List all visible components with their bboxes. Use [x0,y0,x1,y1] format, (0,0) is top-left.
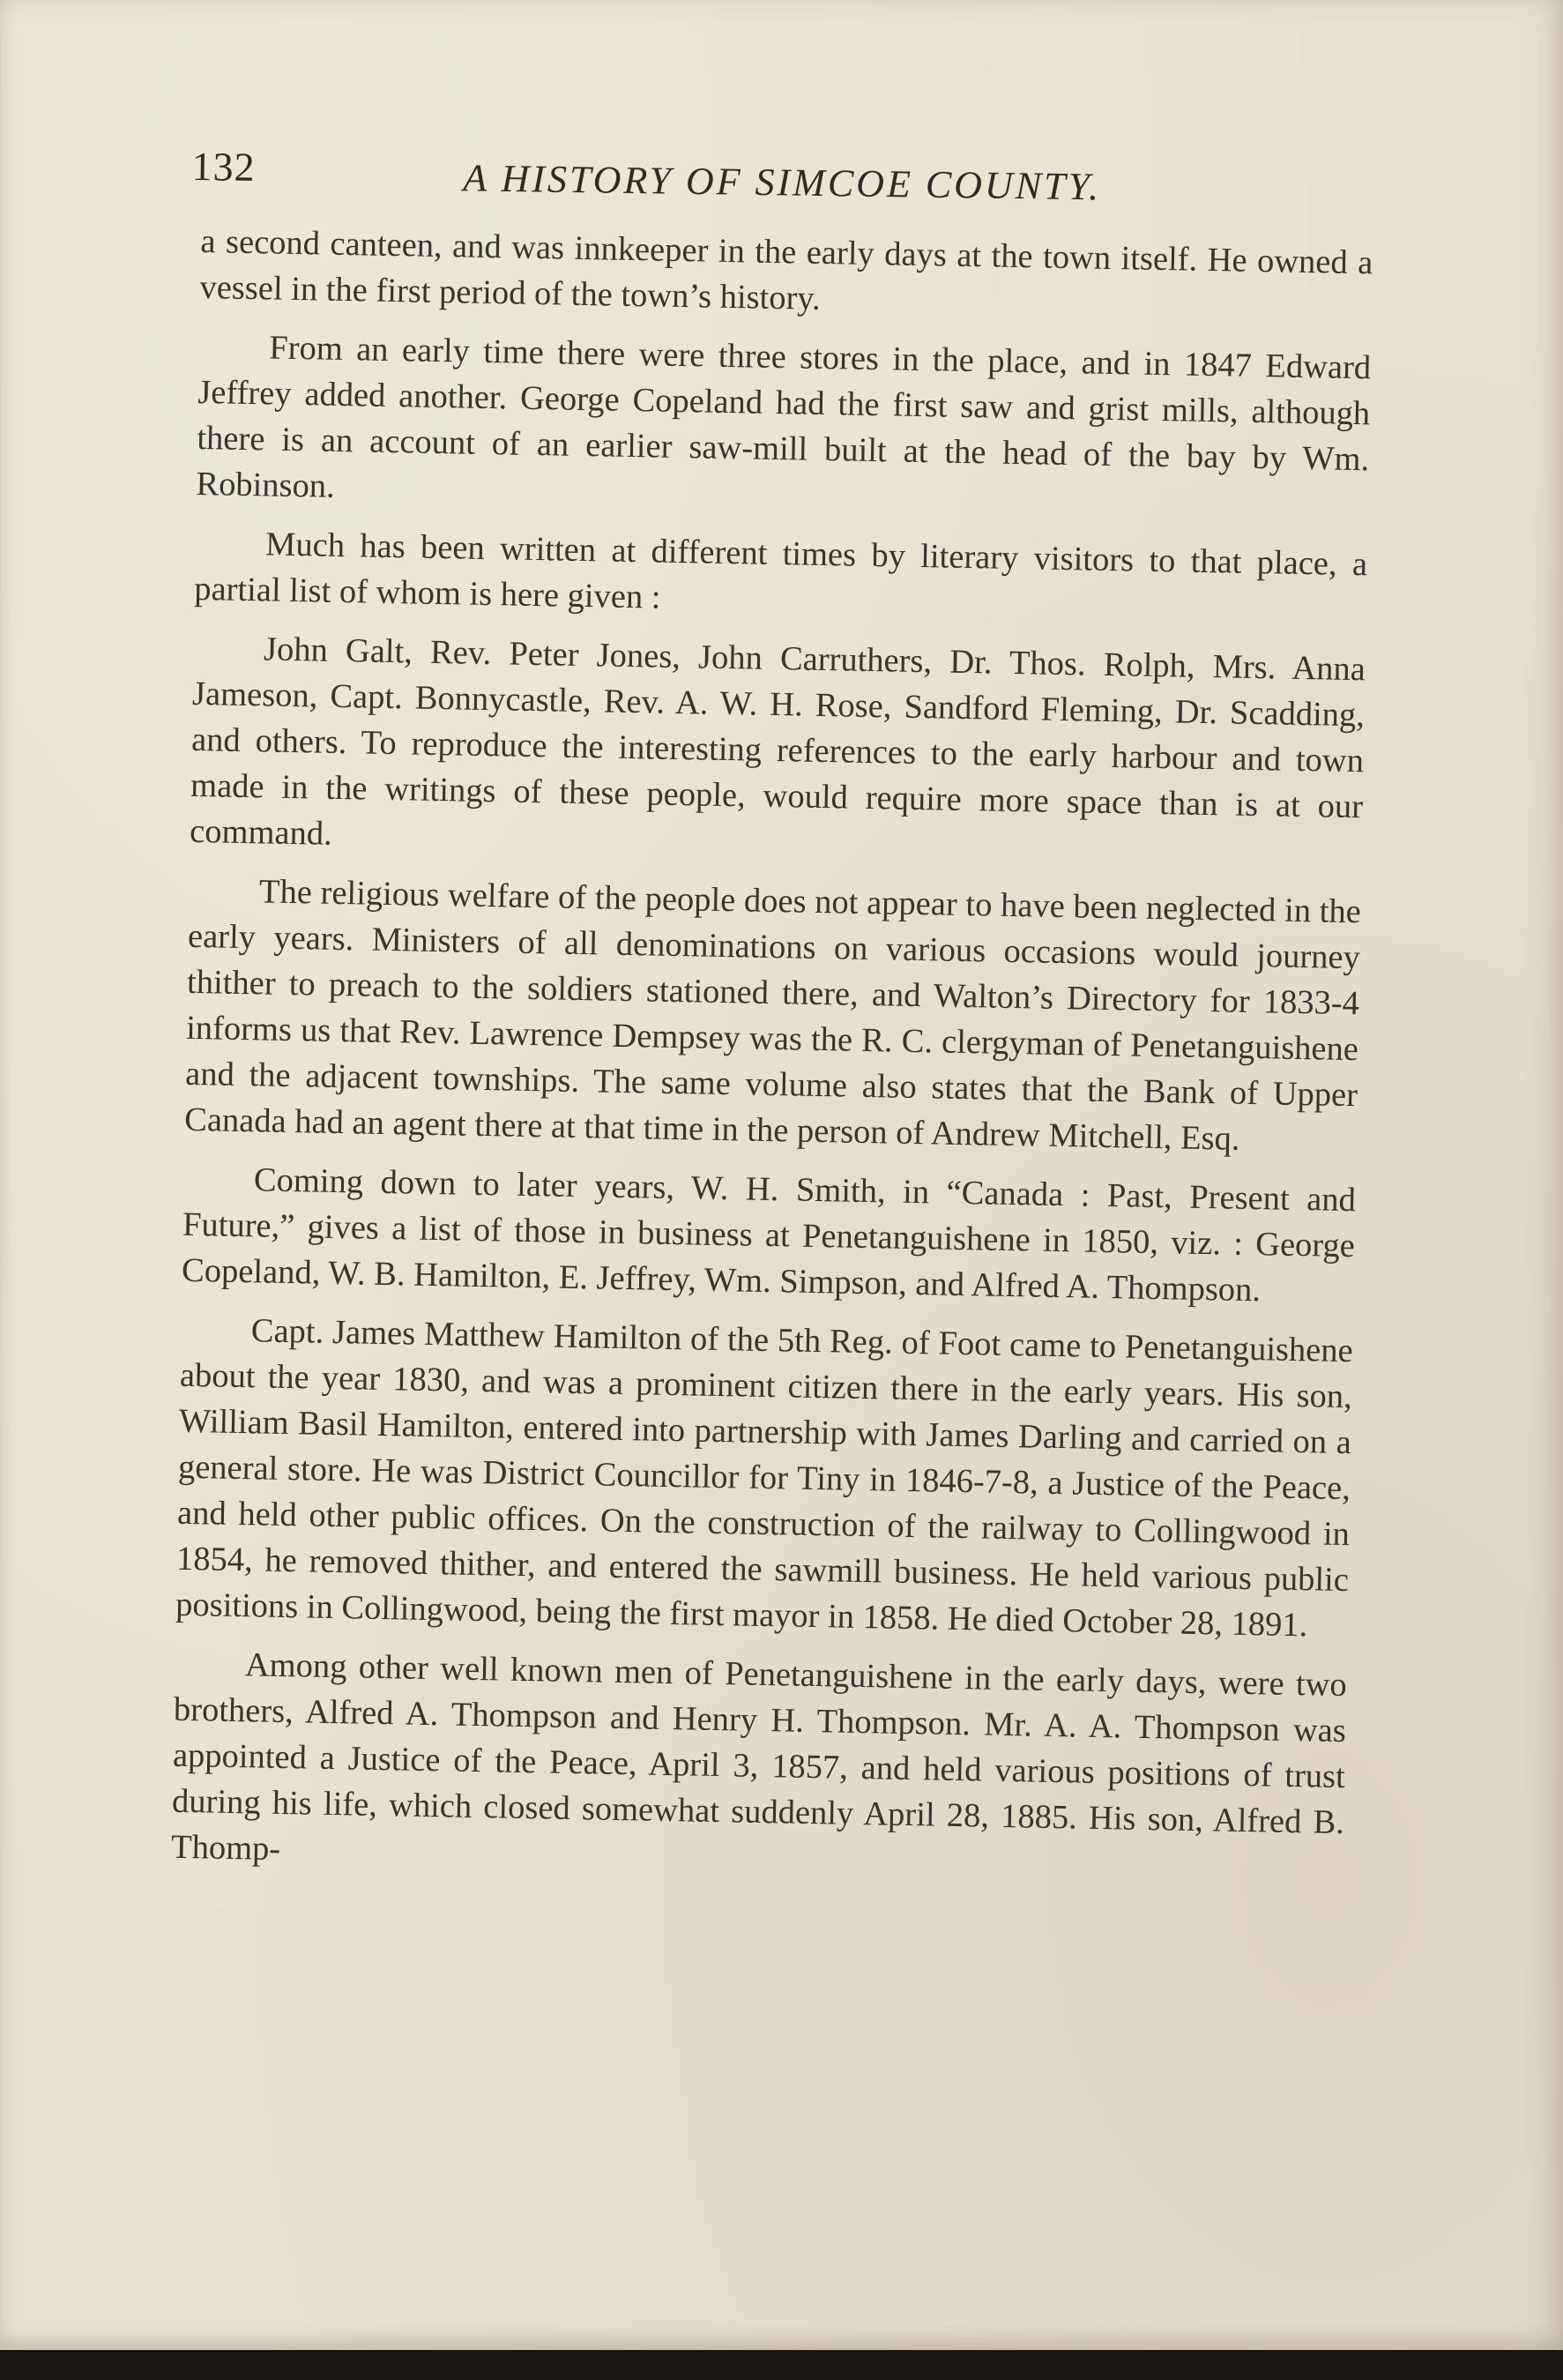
paragraph: The religious welfare of the people does not appear to have been neglected in the early years. Ministers of all denominations on various occasions would journey thither to preach to the soldiers stationed there, and Walton’s Directory for 1833-4 informs us that Rev. Lawrence Dempsey was the R. C. clergyman of Penetanguishene and the adjacent townships. The same volume also states that the Bank of Upper Canada had an agent there at that time in the person of Andrew Mitchell, Esq. [183,873,1362,1158]
paragraph: John Galt, Rev. Peter Jones, John Carruthers, Dr. Thos. Rolph, Mrs. Anna Jameson, Capt. Bonnycastle, Rev. A. W. H. Rose, Sandford Fleming, Dr. Scadding, and others. To reproduce the interesting references to the early harbour and town made in the writings of these people, would require more space than is at our command. [189,630,1366,853]
page-header [191,143,1373,221]
running-title: A HISTORY OF SIMCOE COUNTY. [463,156,1102,209]
page-number: 132 [191,143,256,190]
body-text [170,219,1373,1905]
paragraph: From an early time there were three stores in the place, and in 1847 Edward Jeffrey added another. George Copeland had the first saw and grist mills, although there is an account of an earlier saw-mill built at the head of the bay by Wm. Robinson. [196,329,1372,505]
paragraph: Among other well known men of Penetanguishene in the early days, were two brothers, Alfred A. Thompson and Henry H. Thompson. Mr. A. A. Thompson was appointed a Justice of the Peace, April 3, 1857, and held various positions of trust during his life, which closed somewhat suddenly April 28, 1885. His son, Alfred B. Thomp- [170,1646,1348,1868]
paragraph: Much has been written at different times by literary visitors to that place, a partial list of whom is here given : [193,526,1368,616]
paragraph: Capt. James Matthew Hamilton of the 5th Reg. of Foot came to Penetanguishene about the year 1830, and was a prominent citizen there in the early years. His son, William Basil Hamilton, entered into partnership with James Darling and carried on a general store. He was District Councillor for Tiny in 1846-7-8, a Justice of the Peace, and held other public offices. On the construction of the railway to Collingwood in 1854, he removed thither, and entered the sawmill business. He held various public positions in Collingwood, being the first mayor in 1858. He died October 28, 1891. [175,1312,1354,1645]
paragraph: Coming down to later years, W. H. Smith, in “Canada : Past, Present and Future,” gives a list of those in business at Penetanguishene in 1850, viz. : George Copeland, W. B. Hamilton, E. Jeffrey, Wm. Simpson, and Alfred A. Thompson. [181,1161,1357,1309]
paragraph: a second canteen, and was innkeeper in the early days at the town itself. He owned a vessel in the first period of the town’s history. [199,222,1373,317]
scan-bottom-edge [0,2350,1563,2380]
